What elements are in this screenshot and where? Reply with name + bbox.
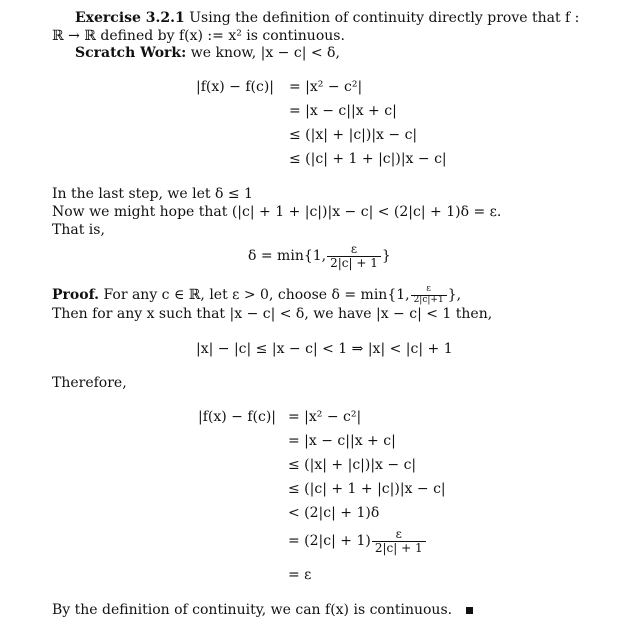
- scratch-chain-lhs-0: |f(x) − f(c)|: [196, 79, 275, 95]
- proof-fraction-line: [288, 523, 427, 559]
- delta-def-prefix: δ = min{1,: [248, 248, 327, 264]
- proof-frac-line-num: ε: [395, 526, 402, 541]
- paragraph-line-2: Now we might hope that (|c| + 1 + |c|)|x − c| < (2|c| + 1)δ = ε.: [52, 204, 502, 220]
- delta-def-den: 2|c| + 1: [327, 256, 381, 270]
- exercise-text-1: Using the definition of continuity directly prove that f :: [189, 10, 580, 26]
- proof-frac-line-fraction: [372, 528, 426, 554]
- scratch-chain-rhs-0: = |x² − c²|: [289, 79, 363, 95]
- scratch-text: we know, |x − c| < δ,: [190, 45, 340, 61]
- scratch-chain-rhs-2: ≤ (|x| + |c|)|x − c|: [289, 127, 418, 143]
- proof-display: |x| − |c| ≤ |x − c| < 1 ⇒ |x| < |c| + 1: [196, 341, 453, 357]
- scratch-chain-rhs-1: = |x − c||x + c|: [289, 103, 397, 119]
- proof-chain-rhs-3: ≤ (|c| + 1 + |c|)|x − c|: [288, 481, 446, 497]
- proof-label: Proof.: [52, 287, 99, 303]
- proof-text-a: For any c ∈ ℝ, let ε > 0, choose δ = min{1,: [103, 287, 410, 303]
- scratch-line: [75, 44, 340, 62]
- proof-frac-den: 2|c|+1: [411, 295, 447, 305]
- delta-def-suffix: }: [381, 248, 391, 264]
- proof-therefore: Therefore,: [52, 375, 127, 391]
- exercise-line-1: [75, 9, 579, 27]
- proof-final-line: = ε: [288, 567, 312, 583]
- proof-fraction: [411, 285, 447, 305]
- delta-def-fraction: [327, 243, 381, 269]
- scratch-label: Scratch Work:: [75, 45, 187, 61]
- paragraph-line-1: In the last step, we let δ ≤ 1: [52, 186, 253, 202]
- delta-definition: [248, 239, 391, 273]
- proof-chain-lhs-0: |f(x) − f(c)|: [198, 409, 277, 425]
- proof-frac-num: ε: [426, 284, 431, 295]
- proof-text-b: },: [447, 287, 462, 303]
- exercise-text-2: ℝ → ℝ defined by f(x) := x² is continuous.: [52, 28, 345, 44]
- conclusion-text: By the definition of continuity, we can f(x) is continuous.: [52, 602, 453, 618]
- proof-line-2: Then for any x such that |x − c| < δ, we have |x − c| < 1 then,: [52, 306, 493, 322]
- proof-chain-rhs-4: < (2|c| + 1)δ: [288, 505, 380, 521]
- proof-frac-line-den: 2|c| + 1: [372, 541, 426, 555]
- paragraph-line-3: That is,: [52, 222, 105, 238]
- delta-def-num: ε: [350, 241, 358, 256]
- scratch-chain-rhs-3: ≤ (|c| + 1 + |c|)|x − c|: [289, 151, 447, 167]
- exercise-label: Exercise 3.2.1: [75, 10, 185, 26]
- proof-chain-rhs-2: ≤ (|x| + |c|)|x − c|: [288, 457, 417, 473]
- proof-chain-rhs-0: = |x² − c²|: [288, 409, 362, 425]
- conclusion-line: [52, 601, 473, 619]
- proof-frac-line-prefix: = (2|c| + 1): [288, 533, 371, 549]
- proof-chain-rhs-1: = |x − c||x + c|: [288, 433, 396, 449]
- qed-square-icon: [466, 607, 473, 614]
